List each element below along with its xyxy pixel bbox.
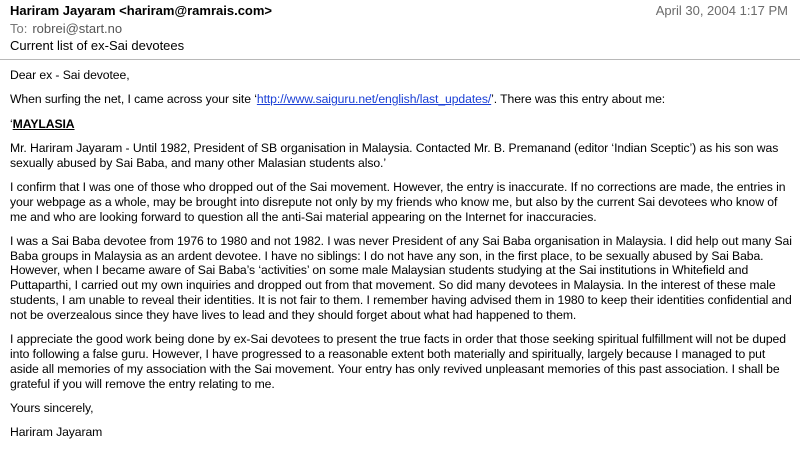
paragraph-confirm: I confirm that I was one of those who dropped out of the Sai movement. However, the entry is inaccurate. If no corrections are made, the entries in your webpage as a whole, may be brought into disrepute not only by my friends who know me, but also by the current Sai devotees who know of me and who are looking forward to question all the anti-Sai material appearing on the Internet for inaccuracies. xyxy=(10,179,786,224)
intro-text-after: ’. There was this entry about me: xyxy=(491,92,666,107)
recipient-line xyxy=(10,21,122,37)
signature: Hariram Jayaram xyxy=(10,425,103,440)
heading-paragraph xyxy=(10,117,792,132)
message-subject: Current list of ex-Sai devotees xyxy=(10,38,185,53)
message-header xyxy=(0,0,800,60)
intro-paragraph xyxy=(10,92,792,107)
greeting: Dear ex - Sai devotee, xyxy=(10,68,130,82)
message-body xyxy=(10,68,792,449)
sender-name[interactable]: Hariram Jayaram xyxy=(10,3,116,18)
paragraph-appreciation: I appreciate the good work being done by ex-Sai devotees to present the true facts in order that those seeking spiritual fulfillment will not be duped into following a false guru. However, I have progressed to a reasonable extent both materially and spiritually, largely because I managed to put aside all memories of my association with the Sai movement. Your entry has only revived unpleasant memories of this past association. I shall be grateful if you will remove the entry relating to me. xyxy=(10,332,786,391)
sender-line xyxy=(10,3,272,19)
closing: Yours sincerely, xyxy=(10,400,94,415)
site-link[interactable]: http://www.saiguru.net/english/last_updates/ xyxy=(256,92,492,107)
to-label: To: xyxy=(10,21,28,36)
sender-email[interactable]: <hariram@ramrais.com> xyxy=(119,3,273,18)
heading-quote-mark: ‘ xyxy=(10,116,13,131)
recipient-address[interactable]: robrei@start.no xyxy=(32,21,123,36)
message-date: April 30, 2004 1:17 PM xyxy=(655,3,788,18)
maylasia-heading: MAYLASIA xyxy=(12,116,75,131)
paragraph-history: I was a Sai Baba devotee from 1976 to 1980 and not 1982. I was never President of any Sai Baba organisation in Malaysia. I did help out many Sai Baba groups in Malaysia as an ardent devotee. I have no siblings: I do not have any son, in the first place, to be sexually abused by Sai Baba. However, when I became aware of Sai Baba’s ‘activities’ on some male Malaysian students studying at the Sai institutions in Whitefield and Puttaparthi, I carried out my own inquiries and dropped out from that movement. So did many devotees in Malaysia. In the interest of these male students, I am unable to reveal their identities. It is not fair to them. I remember having advised them in 1980 to keep their identities confidential and not be overzealous since they have lives to lead and they should forget about what had happened to them. xyxy=(10,233,792,322)
intro-text-before: When surfing the net, I came across your site ‘ xyxy=(10,92,257,107)
quoted-entry: Mr. Hariram Jayaram - Until 1982, President of SB organisation in Malaysia. Contacted Mr. B. Premanand (editor ‘Indian Sceptic’) as his son was sexually abused by Sai Baba, and many other Malasian students also.’ xyxy=(10,140,779,170)
